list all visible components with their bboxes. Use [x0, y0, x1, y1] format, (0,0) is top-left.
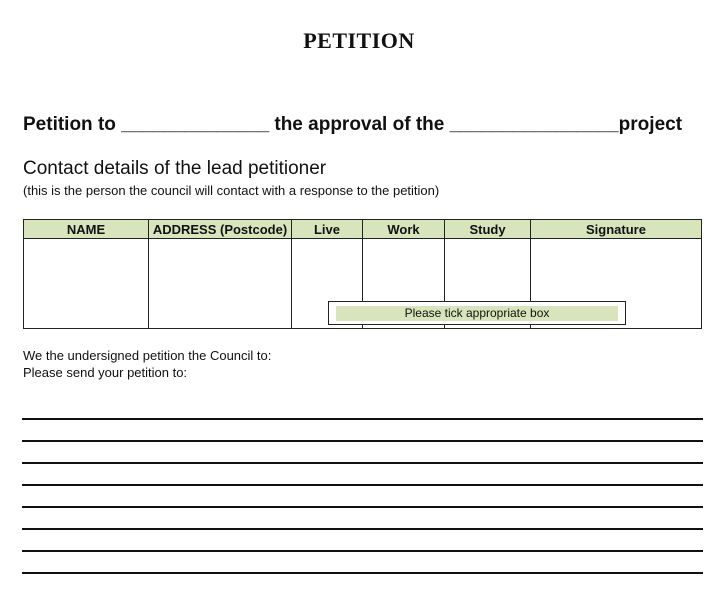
name-cell[interactable] [24, 239, 149, 329]
address-cell[interactable] [149, 239, 292, 329]
blank-writing-line[interactable] [22, 572, 703, 574]
petition-statement: Petition to ______________ the approval of the ________________project [23, 114, 683, 135]
header-name: NAME [24, 220, 149, 239]
header-work: Work [363, 220, 445, 239]
header-signature: Signature [531, 220, 702, 239]
tick-instruction-label: Please tick appropriate box [336, 306, 618, 321]
blank-writing-line[interactable] [22, 440, 703, 442]
table-header-row [24, 220, 702, 239]
blank-writing-line[interactable] [22, 418, 703, 420]
contact-heading: Contact details of the lead petitioner [23, 158, 327, 179]
header-address: ADDRESS (Postcode) [149, 220, 292, 239]
statement-send-petition: Please send your petition to: [23, 365, 188, 380]
statement-block [23, 347, 271, 381]
blank-writing-line[interactable] [22, 462, 703, 464]
statement-petition-council: We the undersigned petition the Council to: [23, 348, 272, 363]
tick-instruction-box [328, 301, 626, 325]
header-live: Live [292, 220, 363, 239]
page-title: PETITION [303, 28, 415, 53]
blank-writing-line[interactable] [22, 550, 703, 552]
blank-writing-line[interactable] [22, 528, 703, 530]
blank-writing-line[interactable] [22, 484, 703, 486]
contact-subheading: (this is the person the council will contact with a response to the petition) [23, 183, 440, 198]
header-study: Study [445, 220, 531, 239]
blank-writing-line[interactable] [22, 506, 703, 508]
